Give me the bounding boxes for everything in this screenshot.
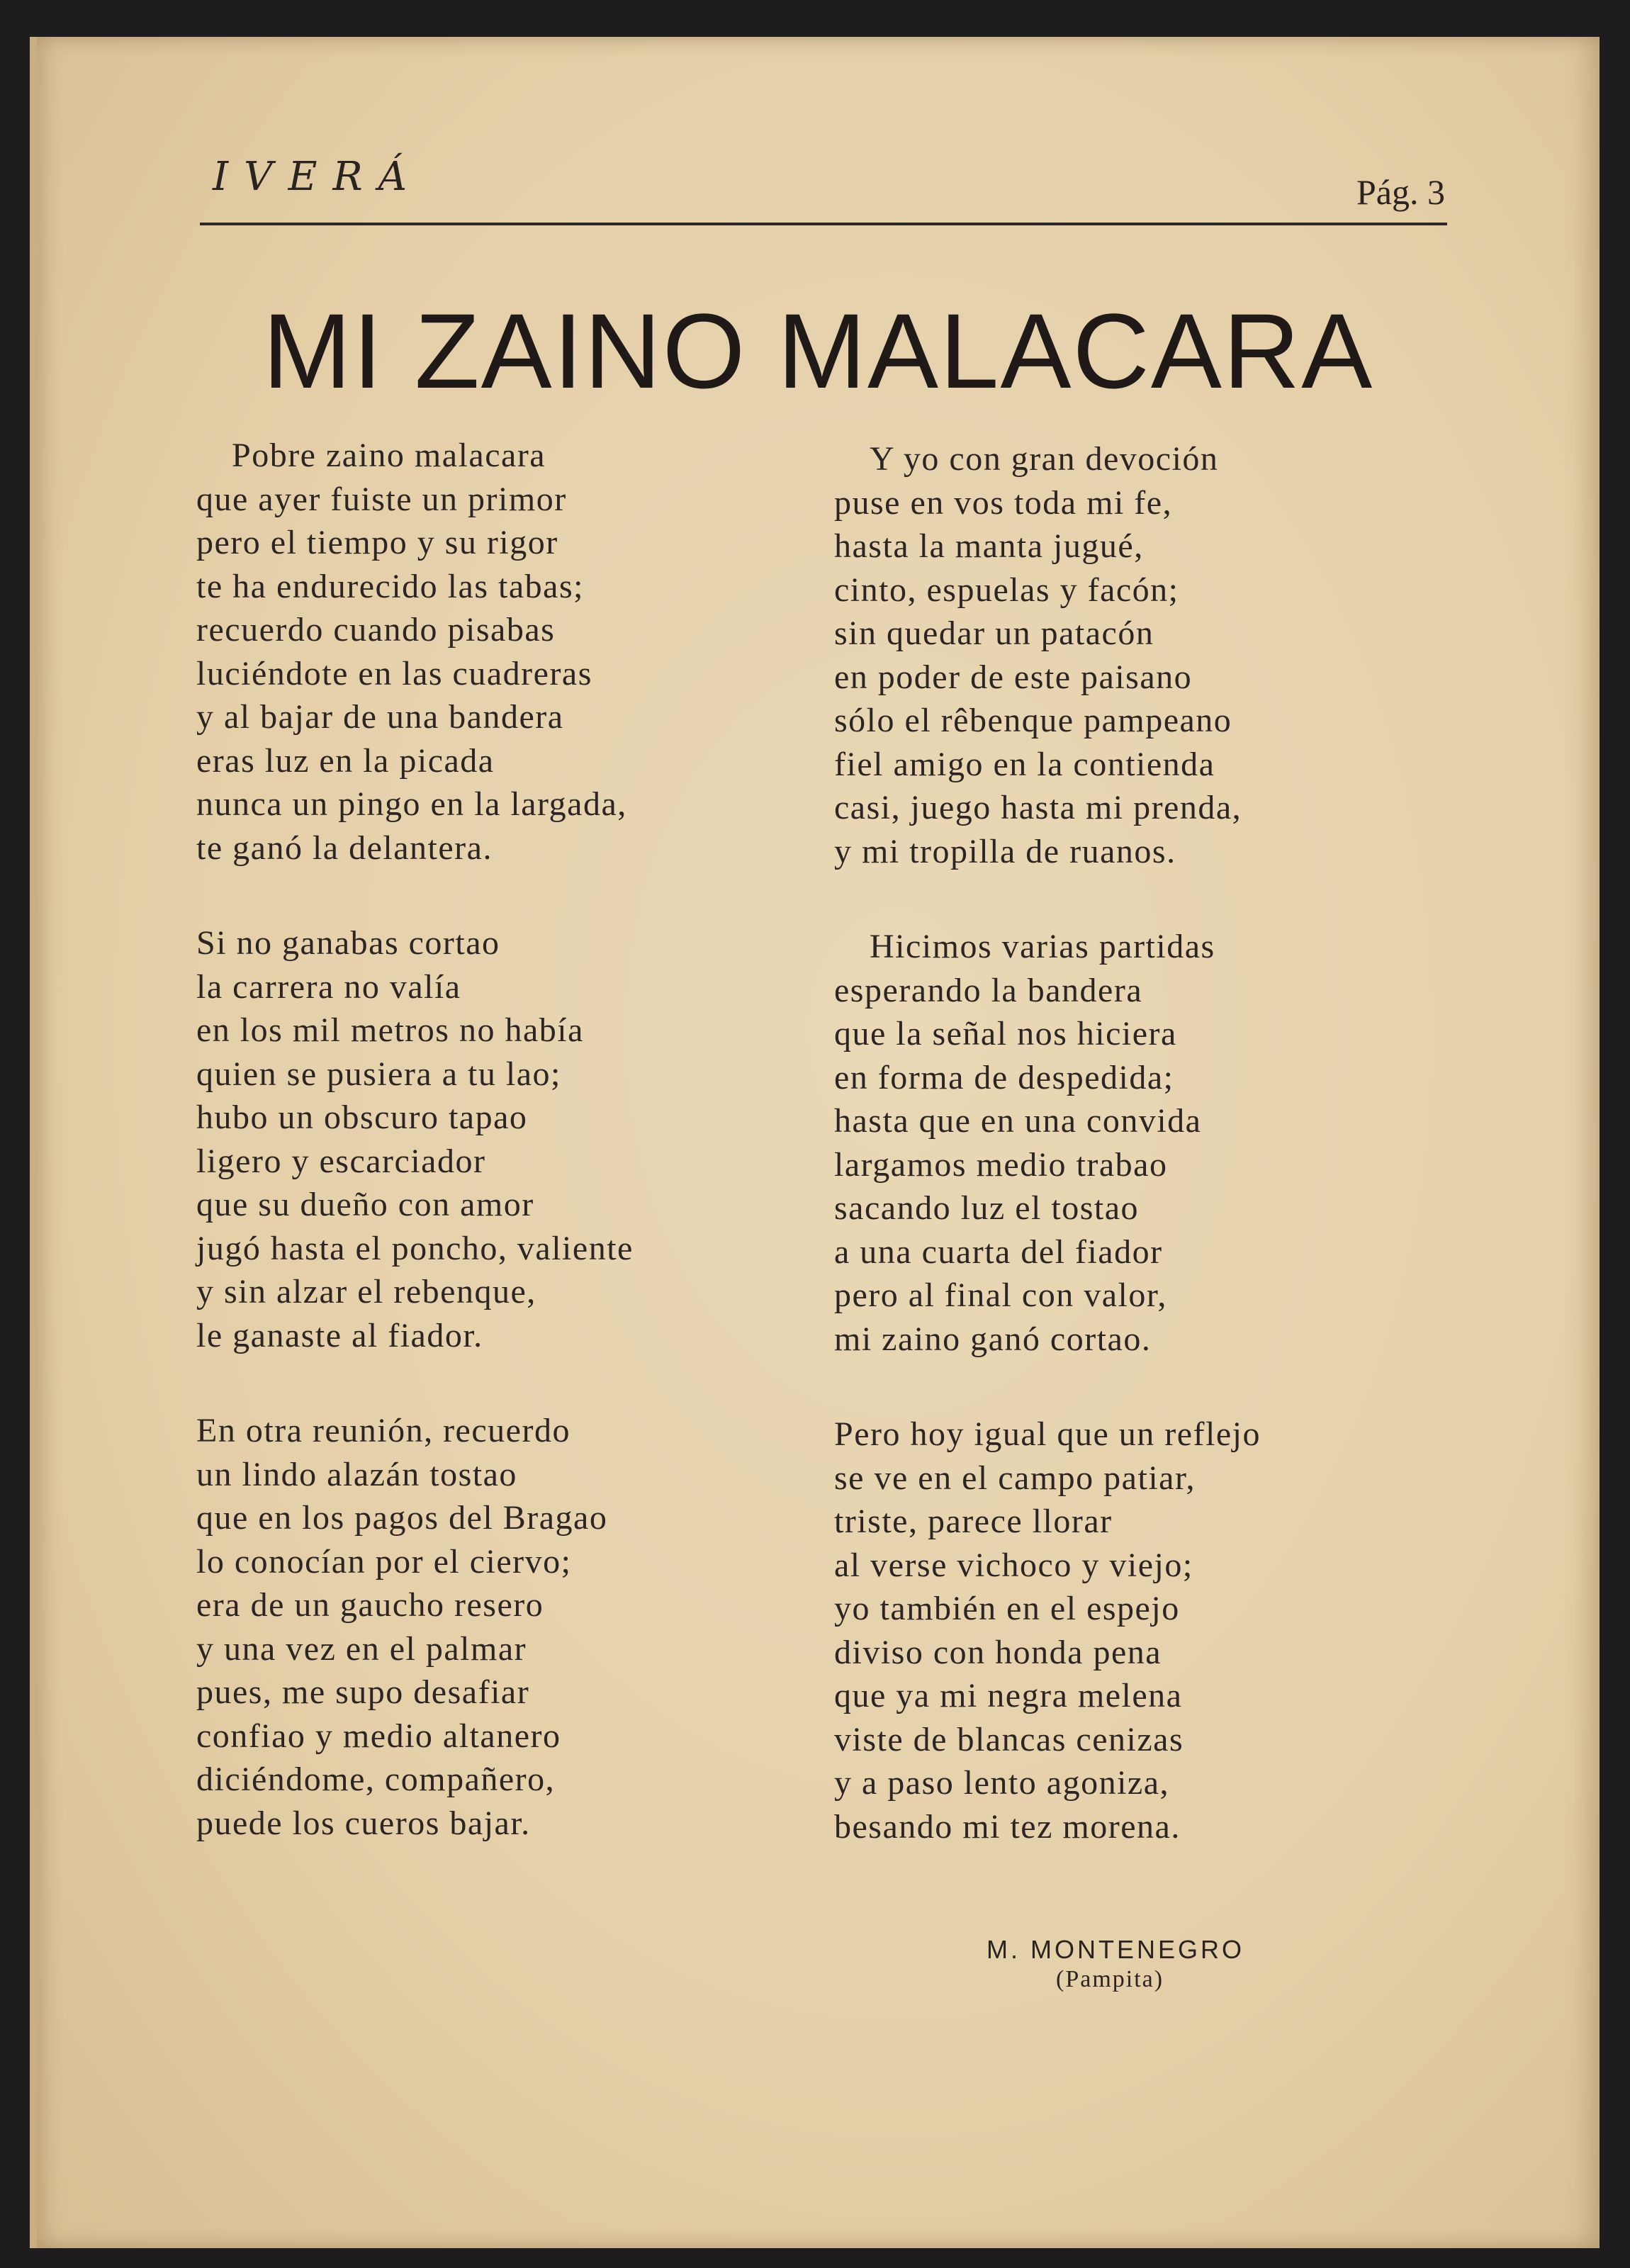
poem-line: Pero hoy igual que un reflejo (834, 1415, 1261, 1453)
stanza-5 (834, 925, 1444, 1361)
poem-line: diviso con honda pena (834, 1633, 1162, 1671)
poem-line: fiel amigo en la contienda (834, 745, 1215, 783)
magazine-page (30, 37, 1600, 2248)
stanza-3 (196, 1409, 806, 1845)
poem-line: luciéndote en las cuadreras (196, 654, 592, 692)
poem-line: esperando la bandera (834, 971, 1143, 1009)
poem-line: pero al final con valor, (834, 1276, 1167, 1314)
poem-line: puede los cueros bajar. (196, 1804, 531, 1842)
poem-line: que su dueño con amor (196, 1186, 534, 1223)
poem-line: se ve en el campo patiar, (834, 1459, 1196, 1497)
poem-line: un lindo alazán tostao (196, 1455, 517, 1493)
poem-line: eras luz en la picada (196, 741, 495, 780)
poem-line: en poder de este paisano (834, 658, 1193, 696)
stanza-1 (196, 434, 806, 870)
poem-line: Hicimos varias partidas (870, 928, 1215, 965)
poem-line: diciéndome, compañero, (196, 1761, 556, 1798)
poem-line: cinto, espuelas y facón; (834, 571, 1179, 609)
poem-line: hasta que en una convida (834, 1102, 1202, 1140)
poem-line: y sin alzar el rebenque, (196, 1273, 536, 1310)
stanza-6 (834, 1413, 1444, 1848)
poem-line: que en los pagos del Bragao (196, 1499, 608, 1537)
poem-line: largamos medio trabao (834, 1145, 1168, 1184)
poem-line: ligero y escarciador (196, 1142, 486, 1180)
poem-line: que ya mi negra melena (834, 1677, 1183, 1714)
poem-line: yo también en el espejo (834, 1590, 1180, 1627)
stanza-2 (196, 921, 806, 1357)
poem-line: Si no ganabas cortao (196, 924, 500, 962)
poem-line: Y yo con gran devoción (870, 440, 1219, 478)
poem-column-right (834, 437, 1444, 1900)
poem-line: triste, parece llorar (834, 1503, 1113, 1540)
poem-line: pues, me supo desafiar (196, 1673, 530, 1711)
magazine-name: IVERÁ (213, 154, 423, 200)
poem-line: a una cuarta del fiador (834, 1233, 1163, 1271)
poem-line: besando mi tez morena. (834, 1807, 1181, 1846)
poem-line: hubo un obscuro tapao (196, 1099, 528, 1136)
poem-line: que ayer fuiste un primor (196, 480, 567, 518)
poem-line: confiao y medio altanero (196, 1717, 561, 1755)
poem-line: Pobre zaino malacara (232, 437, 546, 474)
page-number: Pág. 3 (1356, 172, 1445, 212)
poem-line: sólo el rêbenque pampeano (834, 702, 1232, 739)
poem-line: sacando luz el tostao (834, 1189, 1140, 1227)
poem-line: y mi tropilla de ruanos. (834, 832, 1176, 870)
header-rule (200, 223, 1447, 225)
stanza-4 (834, 437, 1444, 873)
poem-line: mi zaino ganó cortao. (834, 1320, 1152, 1358)
poem-line: que la señal nos hiciera (834, 1015, 1177, 1052)
poem-line: en forma de despedida; (834, 1058, 1174, 1096)
poem-line: y al bajar de una bandera (196, 698, 564, 736)
poem-line: puse en vos toda mi fe, (834, 483, 1173, 522)
poem-line: la carrera no valía (196, 967, 461, 1006)
poem-line: y a paso lento agoniza, (834, 1764, 1170, 1802)
poem-line: jugó hasta el poncho, valiente (196, 1229, 634, 1267)
poem-title: MI ZAINO MALACARA (262, 291, 1374, 410)
poem-line: lo conocían por el ciervo; (196, 1542, 572, 1581)
poem-line: y una vez en el palmar (196, 1629, 527, 1668)
poem-line: al verse vichoco y viejo; (834, 1546, 1193, 1584)
author-alias: (Pampita) (1056, 1966, 1164, 1992)
poem-line: En otra reunión, recuerdo (196, 1412, 570, 1449)
poem-line: viste de blancas cenizas (834, 1720, 1184, 1758)
poem-line: hasta la manta jugué, (834, 527, 1144, 565)
poem-line: recuerdo cuando pisabas (196, 611, 556, 649)
poem-line: quien se pusiera a tu lao; (196, 1055, 561, 1093)
poem-line: en los mil metros no había (196, 1011, 584, 1049)
poem-line: te ha endurecido las tabas; (196, 567, 584, 605)
poem-line: casi, juego hasta mi prenda, (834, 789, 1242, 826)
poem-line: era de un gaucho resero (196, 1586, 544, 1624)
poem-line: te ganó la delantera. (196, 829, 493, 867)
author-name: M. MONTENEGRO (987, 1935, 1244, 1964)
poem-line: le ganaste al fiador. (196, 1316, 483, 1354)
poem-line: pero el tiempo y su rigor (196, 524, 558, 561)
poem-line: nunca un pingo en la largada, (196, 785, 627, 823)
poem-column-left (196, 434, 806, 1897)
poem-line: sin quedar un patacón (834, 614, 1154, 652)
